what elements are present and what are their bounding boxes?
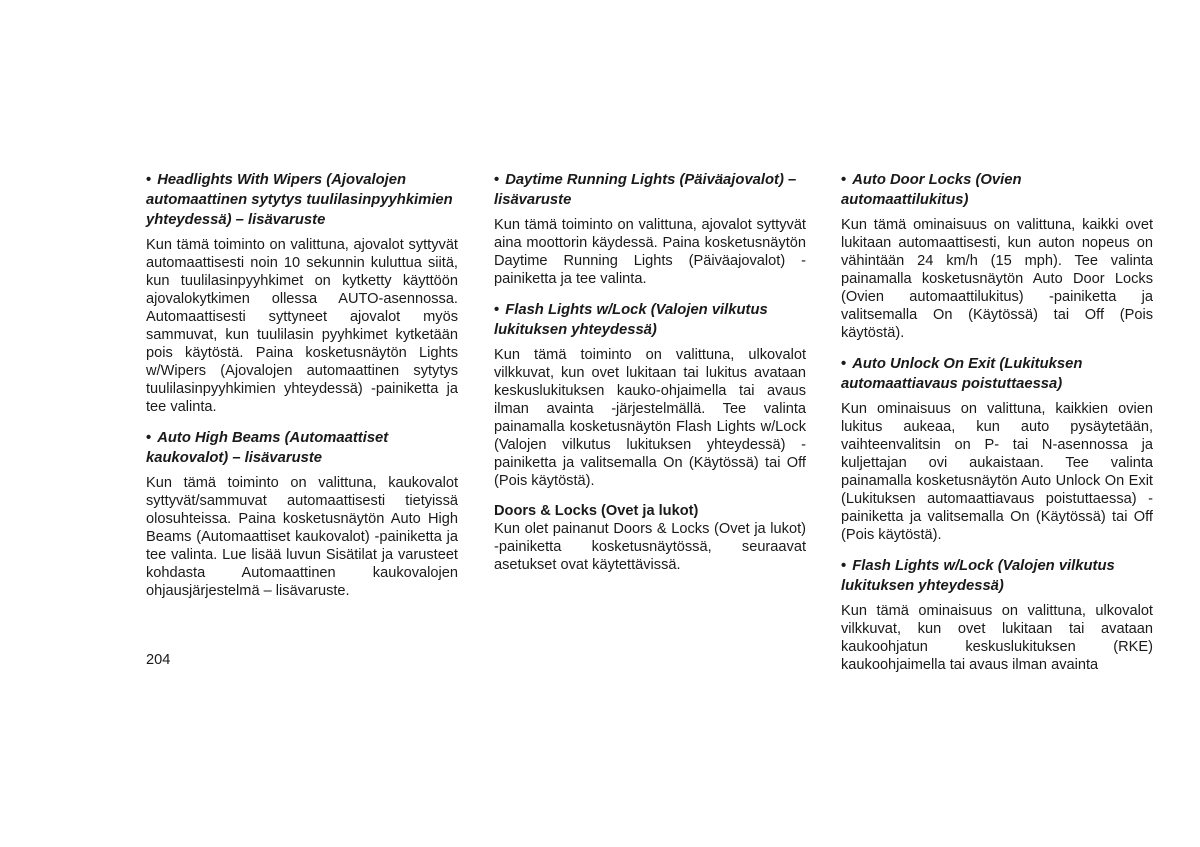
paragraph-flash-lights-with-lock: Kun tämä toiminto on valittuna, ulkovalot vilkkuvat, kun ovet lukitaan tai lukitus avataan keskuslukituksen kauko-ohjaimella tai avaus ilman avainta -järjestelmällä. Tee valinta painamalla kosketusnäytön Flash Lights w/Lock (Valojen vilkutus lukituksen yhteydessä) -painiketta ja valitsemalla On (Käytössä) tai Off (Pois käytöstä). xyxy=(494,347,806,489)
page-number: 204 xyxy=(146,652,171,668)
right-column xyxy=(841,170,1153,686)
section-heading-auto-door-locks xyxy=(841,170,1153,210)
heading-text: Flash Lights w/Lock (Valojen vilkutus lukituksen yhteydessä) xyxy=(494,302,768,338)
paragraph-headlights-with-wipers: Kun tämä toiminto on valittuna, ajovalot syttyvät automaattisesti noin 10 sekunnin kuluttua siitä, kun tuulilasinpyyhkimet on kytketty käyttöön ajovalokytkimen ollessa AUTO-asennossa. Automaattisesti syttyneet ajovalot myös sammuvat, kun tuulilasin pyyhkimet kytketään pois käytöstä. Paina kosketusnäytön Lights w/Wipers (Ajovalojen automaattinen sytytys tuulilasinpyyhkimien yhteydessä) -painiketta ja tee valinta. xyxy=(146,237,458,415)
left-column xyxy=(146,170,458,612)
paragraph-auto-door-locks: Kun tämä ominaisuus on valittuna, kaikki ovet lukitaan automaattisesti, kun auton nopeus on vähintään 24 km/h (15 mph). Tee valinta painamalla kosketusnäytön Auto Door Locks (Ovien automaattilukitus) -painiketta ja valitsemalla On (Käytössä) tai Off (Pois käytöstä). xyxy=(841,217,1153,341)
bullet-icon: • xyxy=(494,172,500,188)
heading-text: Headlights With Wipers (Ajovalojen automaattinen sytytys tuulilasinpyyhkimien yhteydessä) – lisävaruste xyxy=(146,172,453,228)
bullet-icon: • xyxy=(841,558,847,574)
heading-text: Flash Lights w/Lock (Valojen vilkutus lukituksen yhteydessä) xyxy=(841,558,1115,594)
bullet-icon: • xyxy=(841,172,847,188)
section-heading-auto-high-beams xyxy=(146,428,458,468)
section-heading-auto-unlock-on-exit xyxy=(841,354,1153,394)
paragraph-flash-lights-with-lock-2: Kun tämä ominaisuus on valittuna, ulkovalot vilkkuvat, kun ovet lukitaan tai avataan kaukoohjatun keskuslukituksen (RKE) kaukoohjaimella tai avaus ilman avainta xyxy=(841,603,1153,673)
heading-text: Auto Door Locks (Ovien automaattilukitus) xyxy=(841,172,1022,208)
heading-text: Auto High Beams (Automaattiset kaukovalot) – lisävaruste xyxy=(146,430,389,466)
bullet-icon: • xyxy=(841,356,847,372)
section-heading-flash-lights-with-lock xyxy=(494,300,806,340)
bullet-icon: • xyxy=(146,430,152,446)
section-heading-doors-and-locks: Doors & Locks (Ovet ja lukot) xyxy=(494,503,699,519)
bullet-icon: • xyxy=(146,172,152,188)
section-heading-daytime-running-lights xyxy=(494,170,806,210)
bullet-icon: • xyxy=(494,302,500,318)
middle-column xyxy=(494,170,806,586)
section-heading-headlights-with-wipers xyxy=(146,170,458,230)
heading-text: Daytime Running Lights (Päiväajovalot) – lisävaruste xyxy=(494,172,797,208)
paragraph-doors-and-locks: Kun olet painanut Doors & Locks (Ovet ja lukot) -painiketta kosketusnäytössä, seuraavat asetukset ovat käytettävissä. xyxy=(494,521,806,573)
paragraph-auto-unlock-on-exit: Kun ominaisuus on valittuna, kaikkien ovien lukitus aukeaa, kun auto pysäytetään, vaihteenvalitsin on P- tai N-asennossa ja kuljettajan ovi aukaistaan. Tee valinta painamalla kosketusnäytön Auto Unlock On Exit (Lukituksen automaattiavaus poistuttaessa) -painiketta ja valitsemalla On (Käytössä) tai Off (Pois käytöstä). xyxy=(841,401,1153,543)
section-heading-flash-lights-with-lock-2 xyxy=(841,556,1153,596)
paragraph-auto-high-beams: Kun tämä toiminto on valittuna, kaukovalot syttyvät/sammuvat automaattisesti tietyissä olosuhteissa. Paina kosketusnäytön Auto High Beams (Automaattiset kaukovalot) -painiketta ja tee valinta. Lue lisää luvun Sisätilat ja varusteet kohdasta Automaattinen kaukovalojen ohjausjärjestelmä – lisävaruste. xyxy=(146,475,458,599)
heading-text: Auto Unlock On Exit (Lukituksen automaattiavaus poistuttaessa) xyxy=(841,356,1083,392)
paragraph-daytime-running-lights: Kun tämä toiminto on valittuna, ajovalot syttyvät aina moottorin käydessä. Paina kosketusnäytön Daytime Running Lights (Päiväajovalot) -painiketta ja tee valinta. xyxy=(494,217,806,287)
